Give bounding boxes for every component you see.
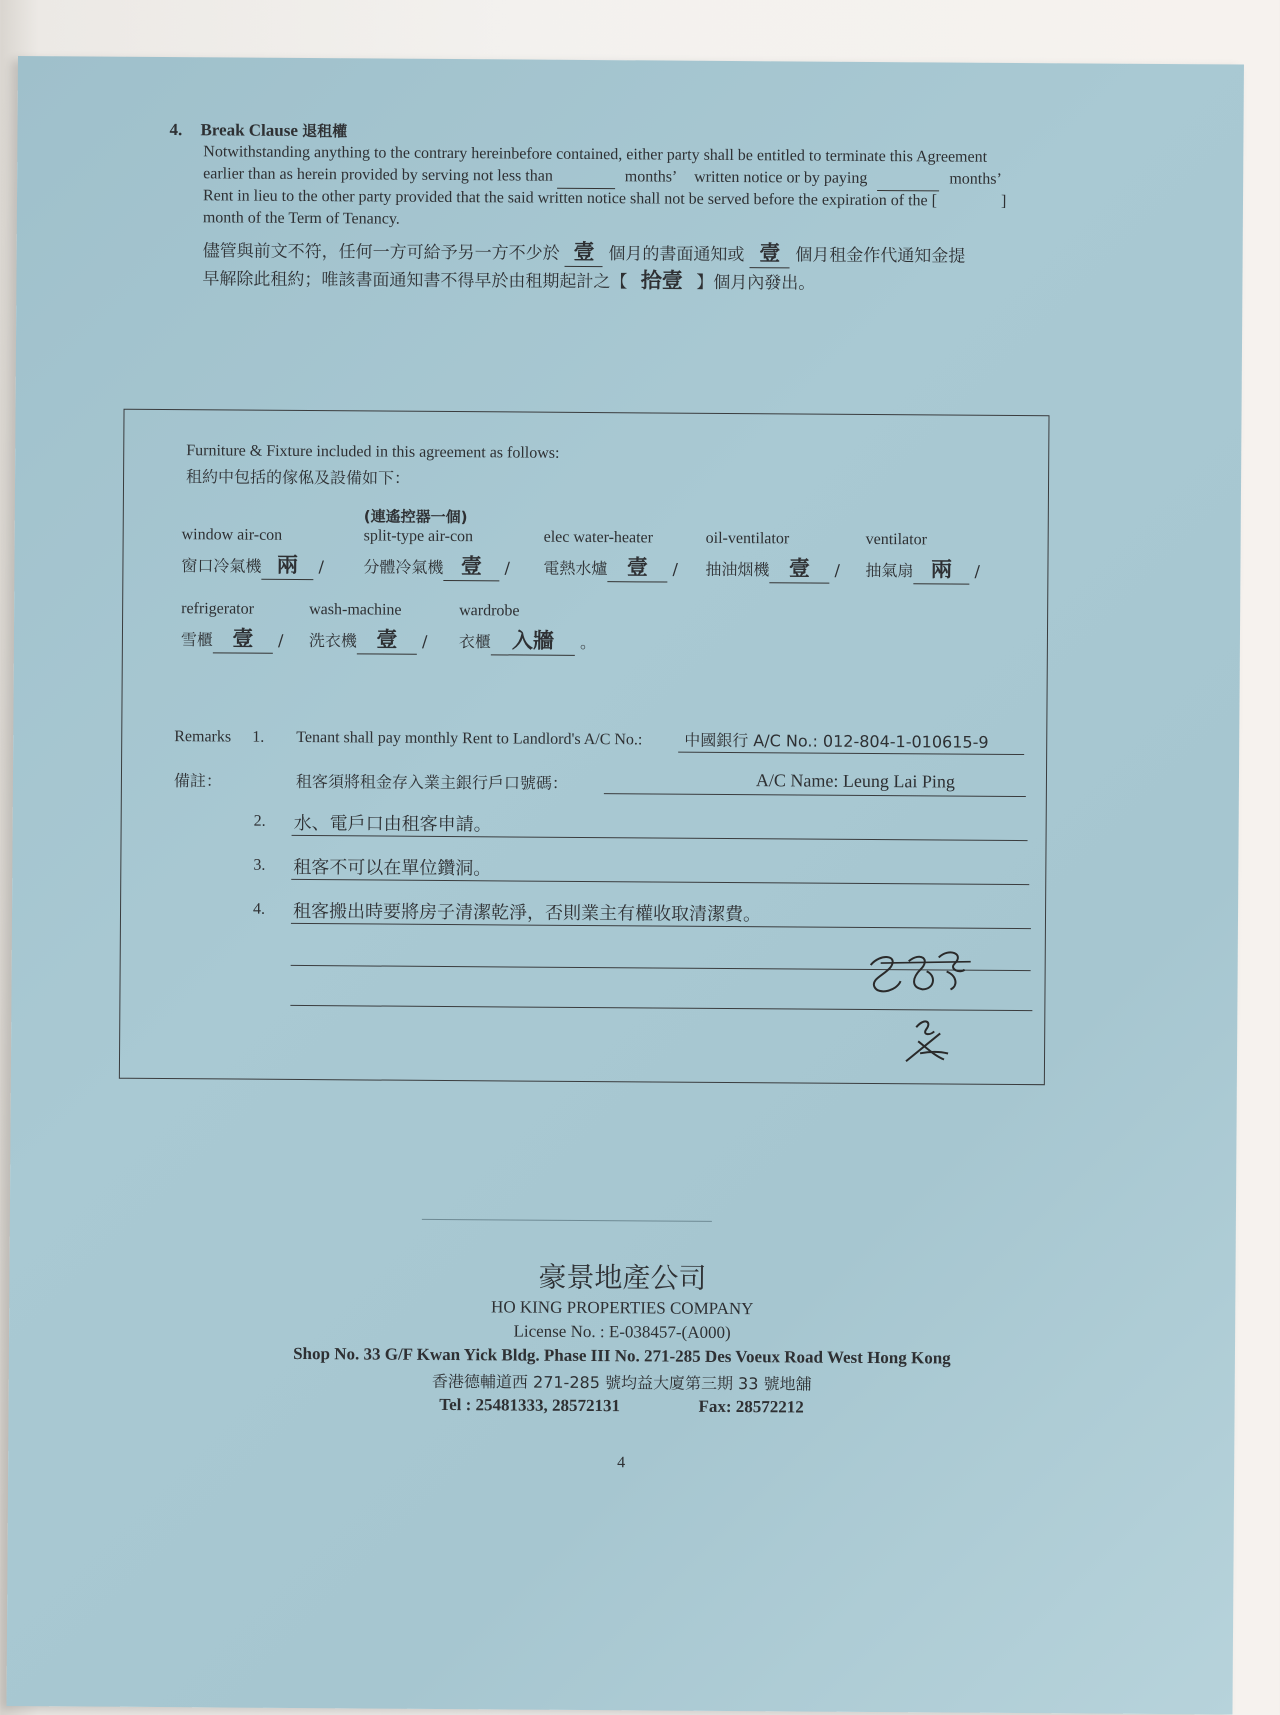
item-label-zh-row (705, 552, 840, 584)
clause-title-en: Break Clause (200, 120, 299, 140)
clause-line-2d: months’ (949, 170, 1002, 188)
clause-zh-line-2 (202, 261, 815, 295)
rent-months-value: 壹 (750, 237, 790, 268)
notice-months-blank (557, 166, 615, 189)
slash: / (504, 558, 511, 578)
item-quantity: 兩 (261, 549, 313, 580)
company-name-zh: 豪景地產公司 (538, 1260, 707, 1295)
remark-1-text: Tenant shall pay monthly Rent to Landlord's A/C No.: (296, 728, 643, 749)
slash: / (834, 560, 840, 580)
item-label-zh-row (181, 548, 324, 580)
slash: / (318, 557, 325, 577)
item-label-zh: 衣櫃 (458, 632, 492, 652)
clause-zh-2a: 早解除此租約；唯該書面通知書不得早於由租期起計之【 (202, 269, 628, 293)
item-label-zh: 電熱水爐 (543, 558, 608, 579)
page-number: 4 (617, 1454, 626, 1472)
remark-1-account-name: A/C Name: Leung Lai Ping (755, 770, 955, 792)
remark-1-name-line (604, 793, 1026, 797)
item-quantity: 入牆 (491, 624, 575, 656)
clause-zh-2b: 】個月內發出。 (696, 272, 816, 294)
clause-line-3a: Rent in lieu to the other party provided that the said written notice shall not be served before the expiration of the [ (202, 187, 938, 210)
clause-line-2b: months’ (624, 168, 677, 186)
item-label-zh: 雪櫃 (180, 630, 214, 650)
item-label-en: wash-machine (309, 601, 402, 619)
remark-2-text: 水、電戶口由租客申請。 (293, 812, 492, 836)
slash: / (672, 559, 679, 579)
clause-zh-1a: 儘管與前文不符，任何一方可給予另一方不少於 (202, 241, 560, 264)
remarks-label-zh: 備註： (173, 771, 223, 791)
end-mark: 。 (579, 632, 597, 653)
furniture-item-wardrobe (459, 602, 596, 656)
item-label-en: refrigerator (181, 600, 255, 618)
item-label-en: elec water-heater (543, 528, 654, 547)
fax: Fax: 28572212 (698, 1396, 804, 1417)
furniture-header-en: Furniture & Fixture included in this agreement as follows: (186, 442, 560, 462)
remark-1-account-value: 中國銀行 A/C No.: 012-804-1-010615-9 (684, 730, 989, 752)
remark-3-number: 3. (253, 856, 266, 874)
item-label-en: oil-ventilator (705, 529, 790, 548)
license-number: License No. : E-038457-(A000) (513, 1321, 731, 1343)
item-quantity: 壹 (357, 623, 417, 654)
clause-line-4: month of the Term of Tenancy. (202, 209, 400, 228)
clause-zh-1b: 個月的書面通知或 (608, 244, 745, 266)
item-quantity: 兩 (913, 553, 969, 584)
slash: / (421, 631, 428, 651)
remark-2-number: 2. (253, 812, 266, 830)
item-quantity: 壹 (443, 550, 499, 581)
furniture-item-refrigerator (181, 600, 284, 654)
footer-divider (422, 1219, 712, 1222)
rent-months-blank (877, 168, 939, 191)
remark-3-line (291, 879, 1029, 885)
clause-heading (169, 119, 347, 141)
remark-1-text-zh: 租客須將租金存入業主銀行戶口號碼： (295, 771, 569, 793)
remark-4-number: 4. (252, 900, 266, 918)
remark-4-text: 租客搬出時要將房子清潔乾淨，否則業主有權收取清潔費。 (292, 900, 762, 926)
handwritten-initials-icon (860, 935, 991, 1076)
furniture-item-window-aircon (181, 526, 324, 580)
clause-line-3b: ] (1000, 192, 1007, 210)
item-label-zh: 窗口冷氣機 (181, 556, 262, 576)
furniture-item-wash-machine (309, 601, 428, 655)
furniture-item-oil-ventilator (705, 530, 840, 584)
item-label-zh-row (865, 553, 980, 585)
clause-zh-1c: 個月租金作代通知金提 (795, 245, 966, 267)
furniture-item-ventilator (865, 531, 980, 585)
remote-note: (連遙控器一個) (363, 507, 468, 527)
telephone: Tel : 25481333, 28572131 (439, 1394, 621, 1416)
remark-3-text: 租客不可以在單位鑽洞。 (293, 856, 492, 880)
item-quantity: 壹 (607, 551, 667, 582)
clause-line-2c: written notice or by paying (694, 168, 868, 187)
clause-number: 4. (169, 120, 183, 140)
item-label-en: window air-con (181, 526, 283, 544)
item-label-zh: 分體冷氣機 (363, 557, 444, 577)
item-label-zh-row (181, 622, 284, 654)
item-quantity: 壹 (213, 622, 273, 653)
company-name-en: HO KING PROPERTIES COMPANY (491, 1297, 754, 1319)
item-label-en: split-type air-con (363, 527, 474, 546)
item-label-zh-row (459, 624, 596, 656)
furniture-item-water-heater (543, 529, 678, 583)
item-label-zh-row (309, 623, 428, 655)
notice-months-value: 壹 (565, 236, 603, 267)
furniture-remarks-box (119, 409, 1050, 1085)
item-label-zh-row (363, 549, 510, 581)
item-label-zh-row (543, 551, 678, 583)
clause-line-1: Notwithstanding anything to the contrary hereinbefore contained, either party shall be entitled to terminate this Agreement (203, 143, 988, 166)
remarks-label-en: Remarks (174, 728, 232, 746)
slash: / (277, 630, 284, 650)
furniture-item-split-aircon (363, 527, 510, 581)
remark-2-line (292, 835, 1028, 841)
address-en: Shop No. 33 G/F Kwan Yick Bldg. Phase III No. 271-285 Des Voeux Road West Hong Kong (293, 1343, 951, 1368)
document-page (6, 56, 1243, 1715)
earliest-month-value: 拾壹 (640, 268, 683, 293)
item-label-en: ventilator (865, 530, 928, 549)
item-label-zh: 抽油烟機 (705, 559, 770, 580)
item-label-en: wardrobe (459, 602, 520, 620)
clause-line-2a: earlier than as herein provided by serving not less than (203, 165, 553, 185)
remark-1-number: 1. (252, 728, 265, 746)
clause-title-zh: 退租權 (302, 121, 348, 141)
furniture-header-zh: 租約中包括的傢俬及設備如下： (186, 467, 411, 488)
slash: / (974, 561, 980, 581)
address-zh: 香港德輔道西 271-285 號均益大廈第三期 33 號地舖 (431, 1371, 812, 1394)
contact-line (9, 1392, 1235, 1421)
item-quantity: 壹 (769, 552, 829, 583)
item-label-zh: 抽氣扇 (865, 560, 914, 581)
item-label-zh: 洗衣機 (308, 631, 358, 651)
